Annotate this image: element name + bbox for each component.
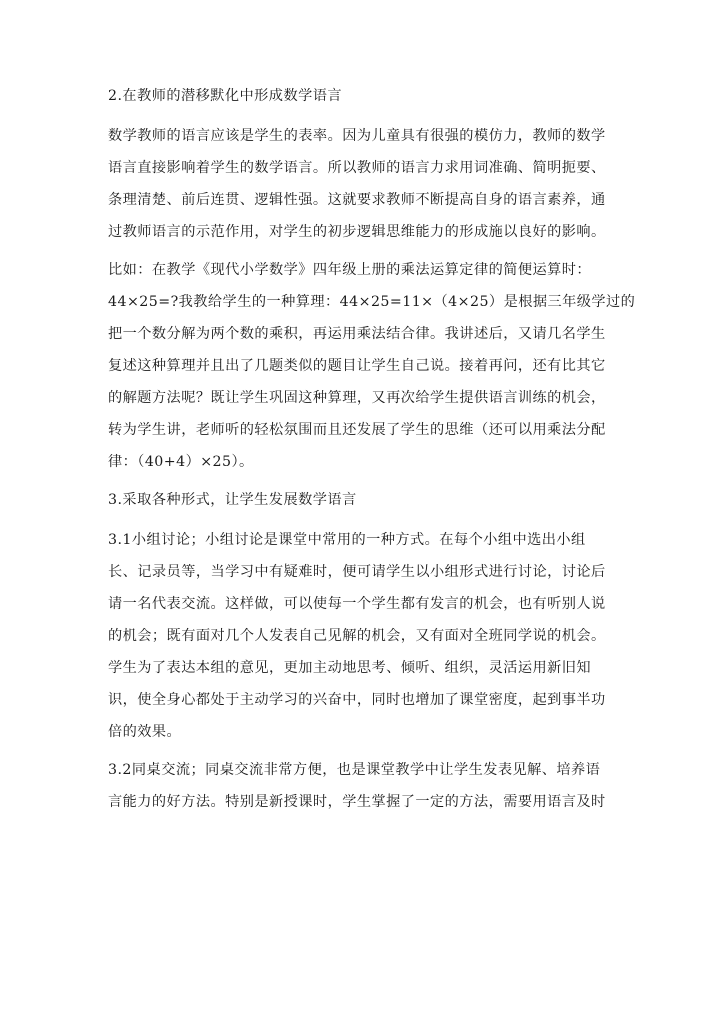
paragraph-line: 比如：在教学《现代小学数学》四年级上册的乘法运算定律的简便运算时： [108, 262, 592, 278]
section-heading-3: 3.采取各种形式，让学生发展数学语言 [108, 492, 357, 508]
paragraph-line: 3.1小组讨论；小组讨论是课堂中常用的一种方式。在每个小组中选出小组 [108, 532, 586, 548]
paragraph-line: 条理清楚、前后连贯、逻辑性强。这就要求教师不断提高自身的语言素养，通 [108, 192, 606, 208]
section-heading-2: 2.在教师的潜移默化中形成数学语言 [108, 88, 342, 104]
paragraph-group-discussion [108, 530, 614, 742]
paragraph-line: 3.2同桌交流；同桌交流非常方便，也是课堂教学中让学生发表见解、培养语 [108, 762, 601, 778]
paragraph-line: 过教师语言的示范作用，对学生的初步逻辑思维能力的形成施以良好的影响。 [108, 224, 606, 240]
paragraph-line: 的解题方法呢？既让学生巩固这种算理，又再次给学生提供语言训练的机会， [108, 390, 606, 406]
paragraph-line: 语言直接影响着学生的数学语言。所以教师的语言力求用词准确、简明扼要、 [108, 160, 606, 176]
paragraph-desk-mate-exchange [108, 760, 614, 812]
paragraph-line: 数学教师的语言应该是学生的表率。因为儿童具有很强的模仿力，教师的数学 [108, 128, 606, 144]
paragraph-line: 把一个数分解为两个数的乘积，再运用乘法结合律。我讲述后，又请几名学生 [108, 326, 606, 342]
paragraph-line: 倍的效果。 [108, 724, 182, 740]
paragraph-line: 学生为了表达本组的意见，更加主动地思考、倾听、组织，灵活运用新旧知 [108, 660, 592, 676]
paragraph-teacher-language [108, 126, 614, 242]
paragraph-example [108, 260, 636, 472]
paragraph-line: 识，使全身心都处于主动学习的兴奋中，同时也增加了课堂密度，起到事半功 [108, 692, 606, 708]
paragraph-line: 长、记录员等，当学习中有疑难时，便可请学生以小组形式进行讨论，讨论后 [108, 564, 606, 580]
document-page [108, 86, 636, 830]
paragraph-line: 言能力的好方法。特别是新授课时，学生掌握了一定的方法，需要用语言及时 [108, 794, 606, 810]
paragraph-line: 转为学生讲，老师听的轻松氛围而且还发展了学生的思维（还可以用乘法分配 [108, 422, 606, 438]
paragraph-line: 律：（40+4）×25）。 [108, 454, 254, 470]
paragraph-line: 复述这种算理并且出了几题类似的题目让学生自己说。接着再问，还有比其它 [108, 358, 606, 374]
paragraph-line: 的机会；既有面对几个人发表自己见解的机会，又有面对全班同学说的机会。 [108, 628, 606, 644]
paragraph-line: 请一名代表交流。这样做，可以使每一个学生都有发言的机会，也有听别人说 [108, 596, 606, 612]
paragraph-line: 44×25=?我教给学生的一种算理：44×25=11×（4×25）是根据三年级学过的 [108, 294, 636, 310]
